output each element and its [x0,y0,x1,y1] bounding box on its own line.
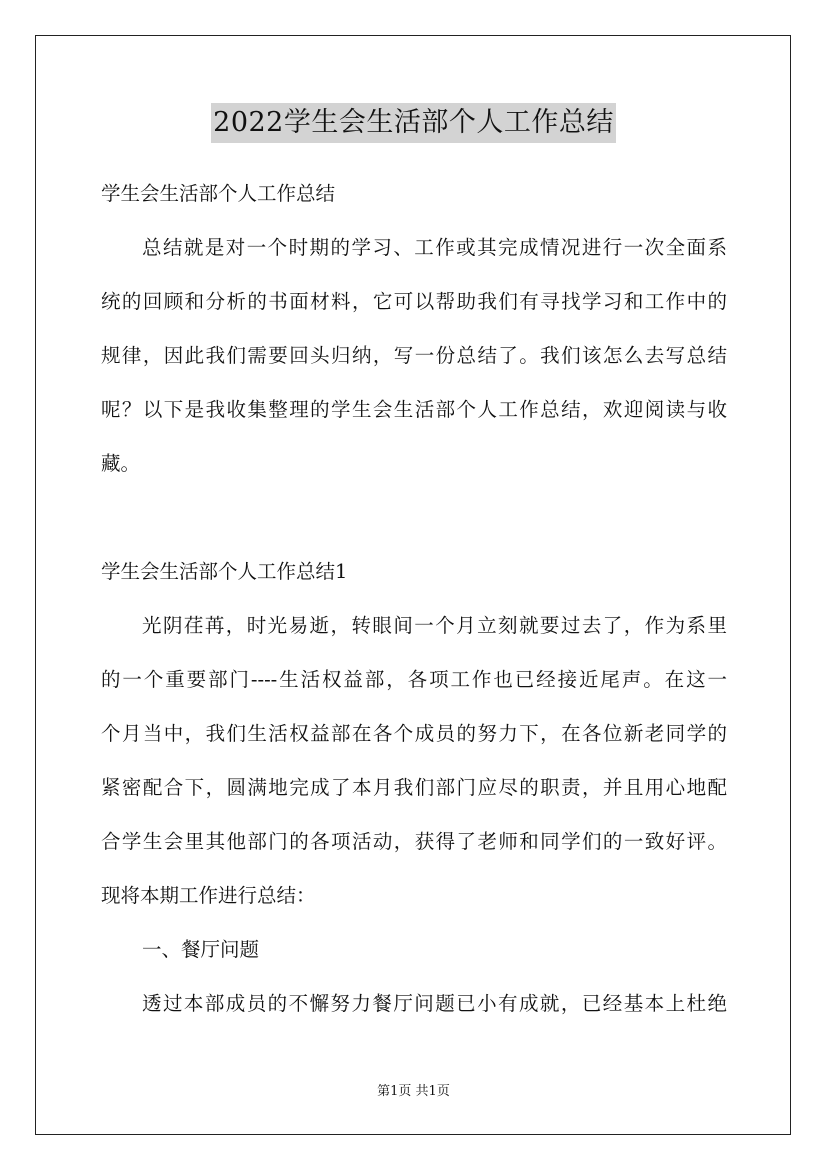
document-title: 2022学生会生活部个人工作总结 [211,103,616,143]
section-line-4: 紧密配合下，圆满地完成了本月我们部门应尽的职责，并且用心地配 [101,776,727,799]
intro-line-2: 统的回顾和分析的书面材料，它可以帮助我们有寻找学习和工作中的 [101,290,727,313]
intro-line-3: 规律，因此我们需要回头归纳，写一份总结了。我们该怎么去写总结 [101,344,727,367]
page-number: 第1页 共1页 [377,1084,450,1099]
document-body [101,172,727,1036]
section-line-1: 光阴荏苒，时光易逝，转眼间一个月立刻就要过去了，作为系里 [142,614,727,637]
last-line: 透过本部成员的不懈努力餐厅问题已小有成就，已经基本上杜绝 [142,992,727,1015]
section-line-3: 个月当中，我们生活权益部在各个成员的努力下，在各位新老同学的 [101,722,727,745]
section-heading: 学生会生活部个人工作总结1 [101,560,348,583]
intro-line-5: 藏。 [101,452,141,475]
intro-line-1: 总结就是对一个时期的学习、工作或其完成情况进行一次全面系 [142,236,727,259]
page-footer [0,1082,827,1102]
section-line-2: 的一个重要部门----生活权益部，各项工作也已经接近尾声。在这一 [101,668,727,691]
section-line-6: 现将本期工作进行总结： [101,884,316,907]
subtitle: 学生会生活部个人工作总结 [101,182,336,205]
paragraph-spacer [101,496,727,550]
document-title-wrapper [0,103,827,143]
intro-line-4: 呢？以下是我收集整理的学生会生活部个人工作总结，欢迎阅读与收 [101,398,727,421]
sub-heading: 一、餐厅问题 [142,938,260,961]
section-line-5: 合学生会里其他部门的各项活动，获得了老师和同学们的一致好评。 [101,830,727,853]
